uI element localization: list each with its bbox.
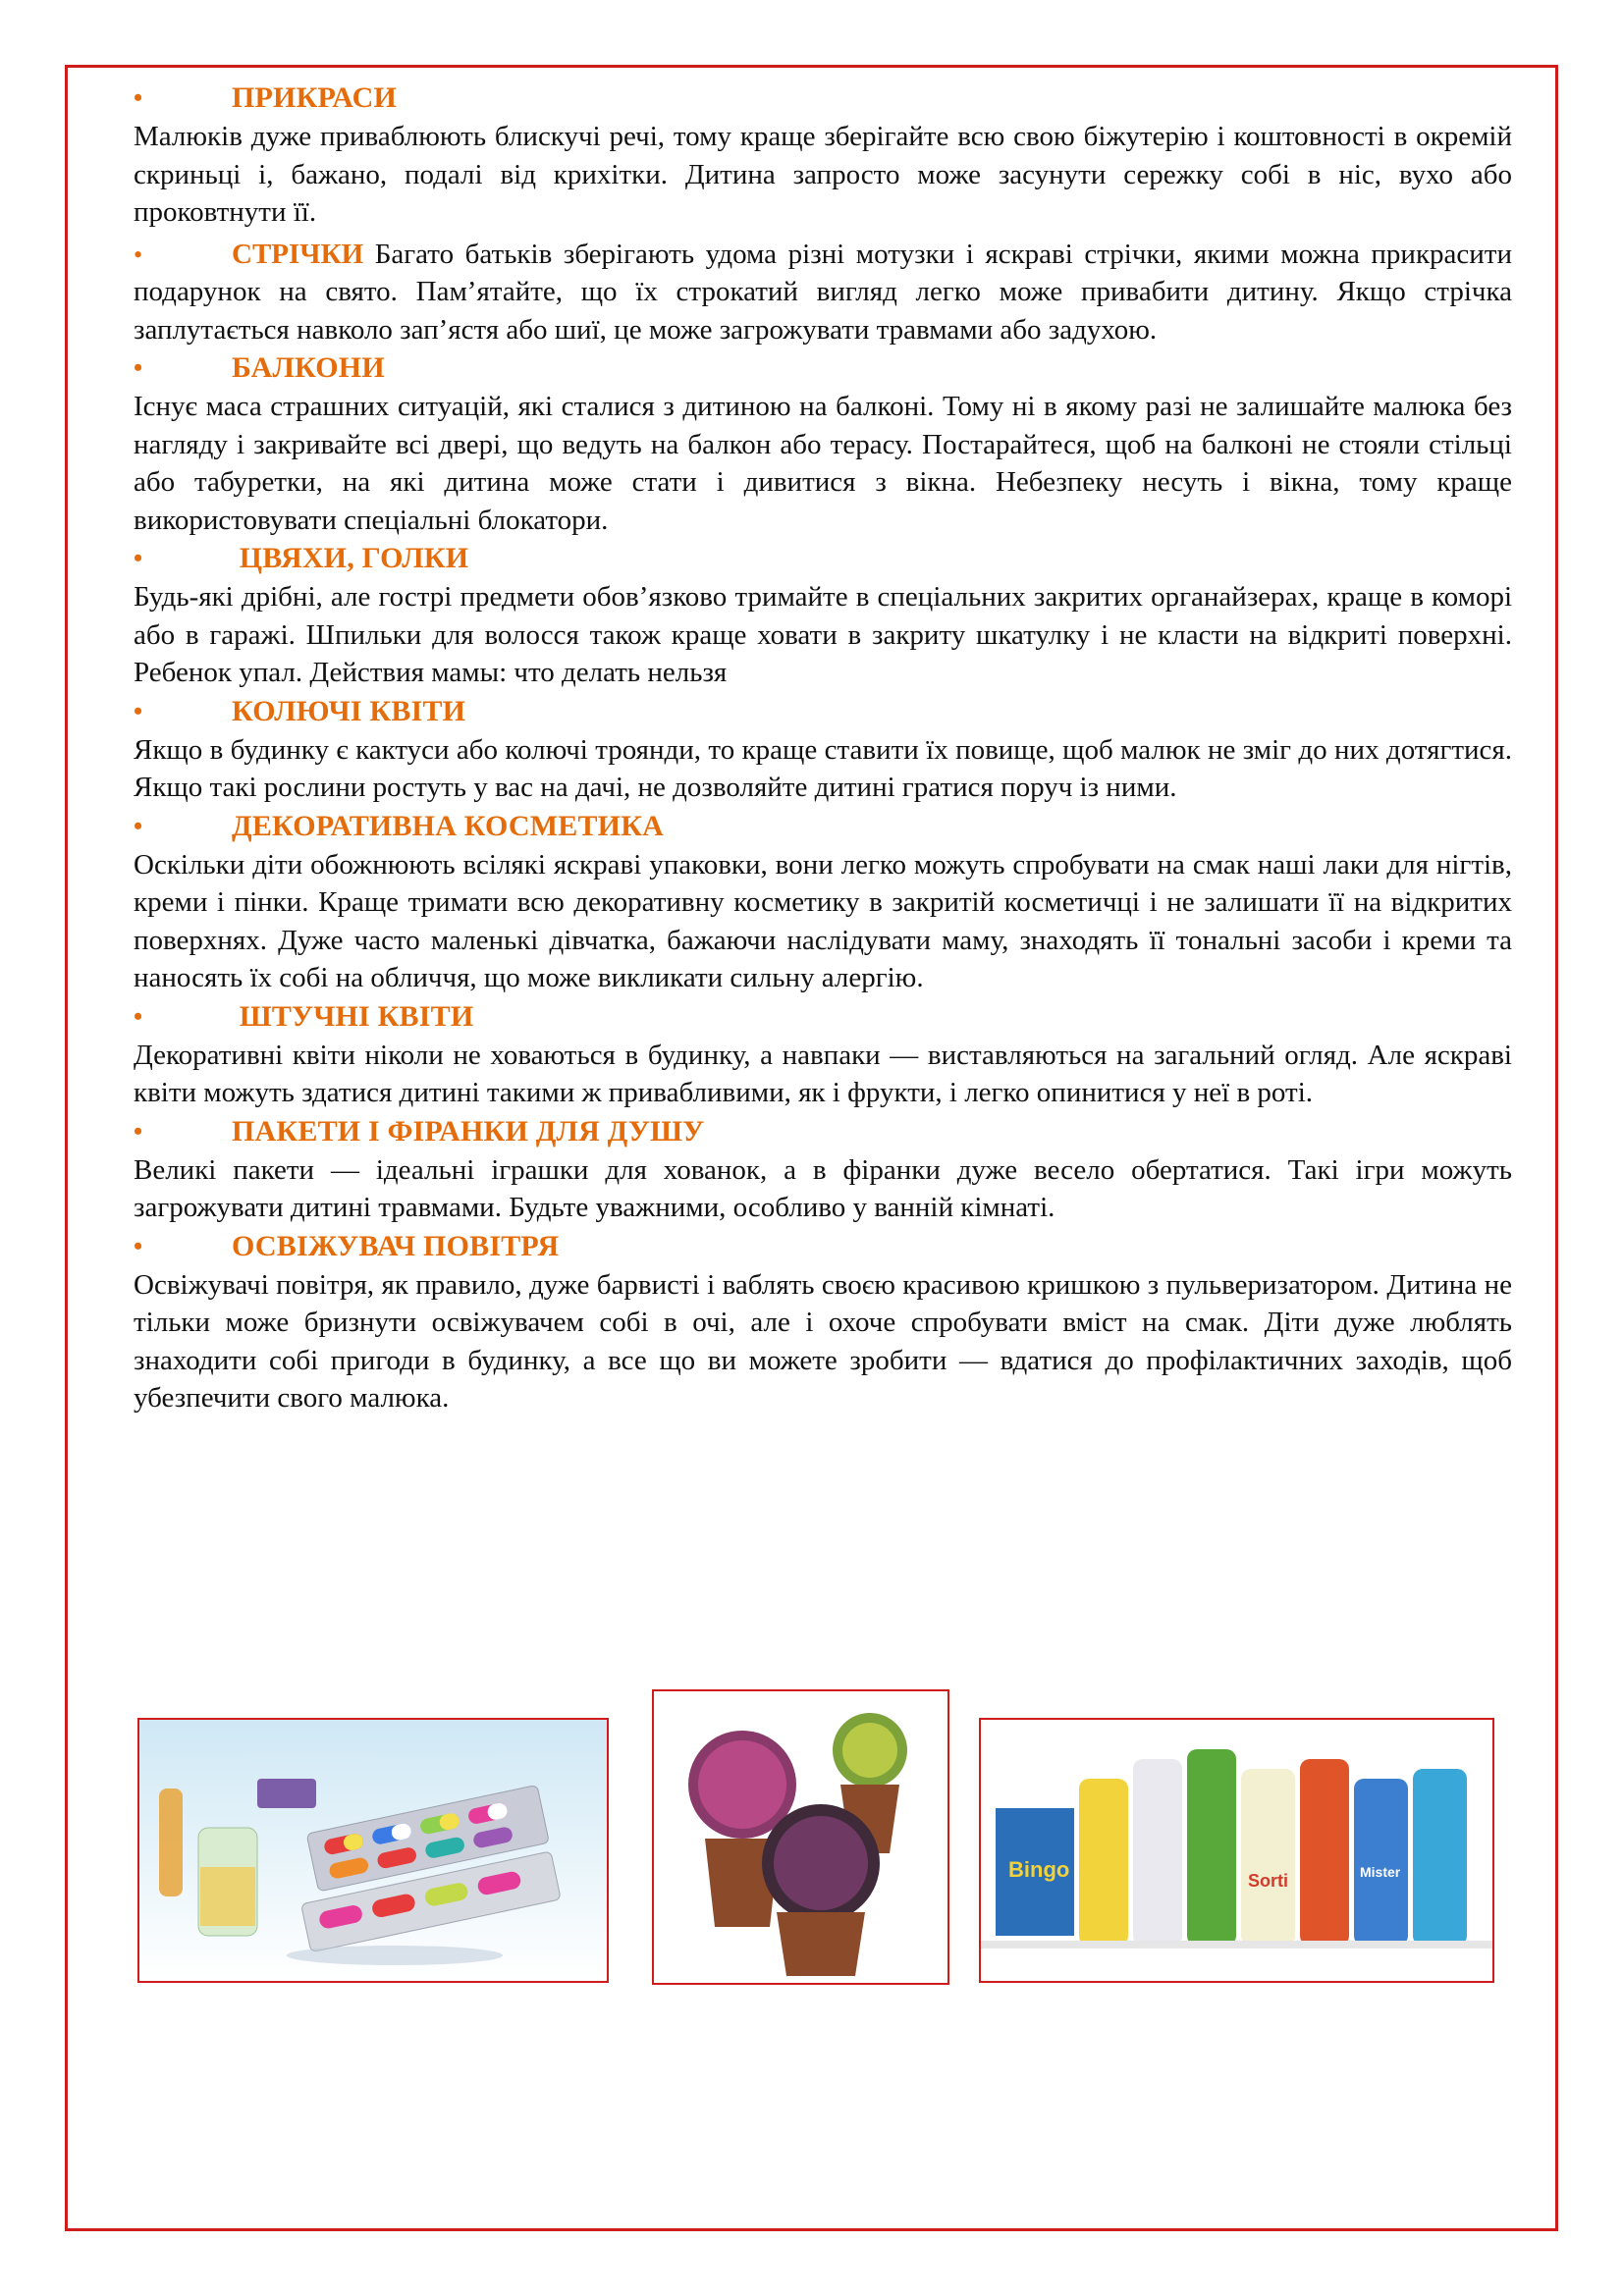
chemicals-illustration bbox=[981, 1720, 1492, 1981]
section-title: ПРИКРАСИ bbox=[232, 81, 398, 114]
bullet-icon: • bbox=[134, 696, 143, 725]
section-title: ЦВЯХИ, ГОЛКИ bbox=[232, 542, 469, 574]
cactus-illustration bbox=[654, 1691, 947, 1983]
bullet-icon: • bbox=[134, 811, 143, 840]
section-jewelry bbox=[134, 79, 1512, 232]
bullet-icon: • bbox=[134, 83, 143, 112]
section-text: Якщо в будинку є кактуси або колючі троянди, то краще ставити їх повище, щоб малюк не зміг до них дотягтися. Якщо такі рослини ростуть у вас на дачі, не дозволяйте дитині гратися поруч із ними. bbox=[134, 733, 1512, 803]
section-cosmetics bbox=[134, 807, 1512, 997]
section-bags-curtains bbox=[134, 1112, 1512, 1227]
cactus-photo bbox=[652, 1689, 949, 1985]
section-heading bbox=[134, 79, 1512, 118]
section-title: СТРІЧКИ bbox=[232, 238, 364, 270]
section-title: ШТУЧНІ КВІТИ bbox=[232, 999, 474, 1033]
section-paragraph bbox=[134, 236, 1512, 349]
section-title: ПАКЕТИ І ФІРАНКИ ДЛЯ ДУШУ bbox=[232, 1114, 705, 1148]
bullet-icon: • bbox=[134, 353, 143, 382]
section-text: Декоративні квіти ніколи не ховаються в будинку, а навпаки — виставляються на загальний огляд. Але яскраві квіти можуть здатися дитині такими ж привабливими, як і фрукти, і легко опинитися у неї в роті. bbox=[134, 1039, 1512, 1108]
brand-label: Mister bbox=[1360, 1864, 1401, 1880]
section-title: КОЛЮЧІ КВІТИ bbox=[232, 694, 466, 727]
section-text: Великі пакети — ідеальні іграшки для хованок, а в фіранки дуже весело обертатися. Такі ігри можуть загрожувати дитині травмами. Будьте уважними, особливо у ванній кімнаті. bbox=[134, 1153, 1512, 1223]
section-balconies bbox=[134, 348, 1512, 539]
bullet-icon: • bbox=[134, 240, 143, 269]
bullet-icon: • bbox=[134, 1231, 143, 1260]
section-text: Існує маса страшних ситуацій, які сталися з дитиною на балконі. Тому ні в якому разі не залишайте малюка без нагляду і закривайте всі двері, що ведуть на балкон або терасу. Постарайтеся, щоб на балконі не стояли стільці або табуретки, на які дитина може стати і дивитися з вікна. Небезпеку несуть і вікна, тому краще використовувати спеціальні блокатори. bbox=[134, 391, 1512, 536]
brand-label: Sorti bbox=[1248, 1871, 1289, 1891]
section-title: ДЕКОРАТИВНА КОСМЕТИКА bbox=[232, 809, 665, 842]
section-artificial-flowers bbox=[134, 997, 1512, 1112]
section-nails-needles bbox=[134, 539, 1512, 692]
section-heading bbox=[134, 997, 1512, 1037]
section-heading bbox=[134, 348, 1512, 388]
document-body bbox=[134, 79, 1512, 1417]
pills-illustration bbox=[139, 1720, 607, 1981]
section-ribbons bbox=[134, 236, 1512, 349]
household-chemicals-photo bbox=[979, 1718, 1494, 1983]
section-title: ОСВІЖУВАЧ ПОВІТРЯ bbox=[232, 1229, 560, 1262]
section-text: Малюків дуже приваблюють блискучі речі, тому краще зберігайте всю свою біжутерію і коштовності в окремій скриньці і, бажано, подалі від крихітки. Дитина запросто може засунути сережку собі в ніс, вухо або проковтнути її. bbox=[134, 121, 1512, 228]
section-thorny-flowers bbox=[134, 692, 1512, 807]
section-text: Багато батьків зберігають удома різні мотузки і яскраві стрічки, якими можна прикрасити подарунок на свято. Пам’ятайте, що їх строкатий вигляд легко може привабити дитину. Якщо стрічка заплутається навколо зап’ястя або шиї, це може загрожувати травмами або задухою. bbox=[134, 238, 1512, 346]
section-air-freshener bbox=[134, 1227, 1512, 1417]
section-text: Будь-які дрібні, але гострі предмети обов’язково тримайте в спеціальних закритих органайзерах, краще в коморі або в гаражі. Шпильки для волосся також краще ховати в закриту шкатулку і не класти на відкриті поверхні. Ребенок упал. Действия мамы: что делать нельзя bbox=[134, 581, 1512, 688]
section-heading bbox=[134, 692, 1512, 731]
bullet-icon: • bbox=[134, 1001, 143, 1031]
section-heading bbox=[134, 1227, 1512, 1266]
section-title: БАЛКОНИ bbox=[232, 351, 385, 384]
section-text: Освіжувачі повітря, як правило, дуже барвисті і ваблять своєю красивою кришкою з пульверизатором. Дитина не тільки може бризнути освіжувачем собі в очі, але і охоче спробувати вміст на смак. Діти дуже люблять знаходити собі пригоди в будинку, а все що ви можете зробити — вдатися до профілактичних заходів, щоб убезпечити свого малюка. bbox=[134, 1268, 1512, 1414]
section-heading bbox=[134, 539, 1512, 578]
section-heading bbox=[134, 807, 1512, 846]
section-heading bbox=[134, 1112, 1512, 1151]
brand-label: Bingo bbox=[1008, 1857, 1070, 1882]
section-text: Оскільки діти обожнюють всілякі яскраві упаковки, вони легко можуть спробувати на смак наші лаки для нігтів, креми і пінки. Краще тримати всю декоративну косметику в закритій косметичці і не залишати її на відкритих поверхнях. Дуже часто маленькі дівчатка, бажаючи наслідувати маму, знаходять її тональні засоби і креми та наносять їх собі на обличчя, що може викликати сильну алергію. bbox=[134, 848, 1512, 993]
bullet-icon: • bbox=[134, 544, 143, 572]
medicine-photo bbox=[137, 1718, 609, 1983]
bullet-icon: • bbox=[134, 1116, 143, 1146]
